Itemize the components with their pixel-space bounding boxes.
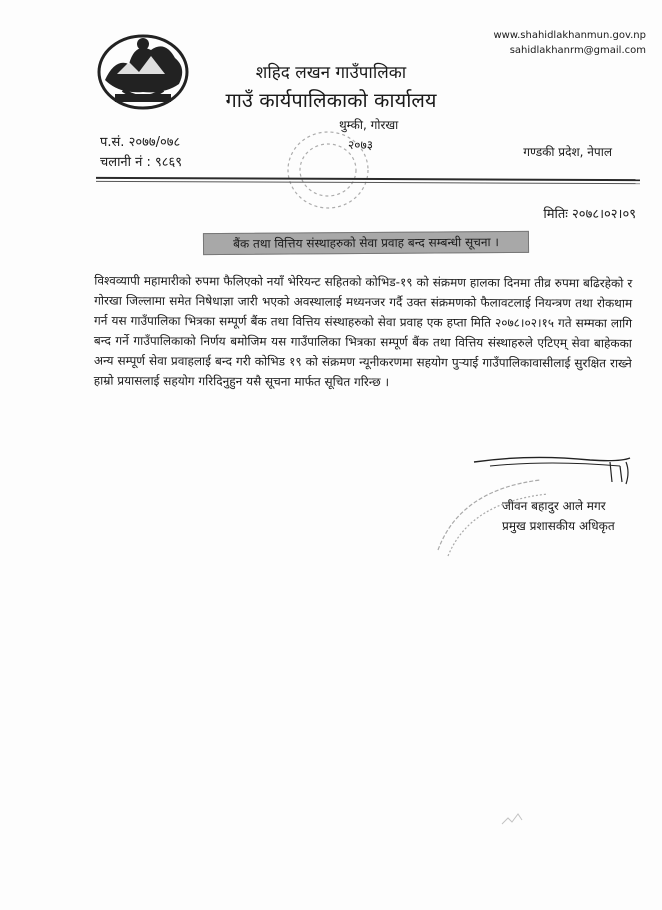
website-text: www.shahidlakhanmun.gov.np <box>493 30 646 41</box>
letter-date: मितिः २०७८।०२।०९ <box>543 207 636 222</box>
contact-info <box>493 28 646 58</box>
notice-body: विश्वव्यापी महामारीको रुपमा फैलिएको नयाँ भेरियन्ट सहितको कोभिड-१९ को संक्रमण हालका दिनमा तीव्र रुपमा बढिरहेको र गोरखा जिल्लामा समेत निषेधाज्ञा जारी भएको अवस्थालाई मध्यनजर गर्दै उक्त संक्रमणको फैलावटलाई नियन्त्रण तथा रोकथाम गर्न यस गाउँपालिका भित्रका सम्पूर्ण बैंक तथा वित्तिय संस्थाहरुको सेवा प्रवाह एक हप्ता मिति २०७८।०२।१५ गते सम्मका लागि बन्द गर्ने गाउँपालिकाको निर्णय बमोजिम यस गाउँपालिका भित्रका सम्पूर्ण बैंक तथा वित्तिय संस्थाहरुले एटिएम् सेवा बाहेकका अन्य सम्पूर्ण सेवा प्रवाहलाई बन्द गरी कोभिड १९ को संक्रमण न्यूनीकरणमा सहयोग पुऱ्याई गाउँपालिकावासीलाई सुरक्षित राख्ने हाम्रो प्रयासलाई सहयोग गरिदिनुहुन यसै सूचना मार्फत सूचित गरिन्छ । <box>93 273 633 390</box>
province-text: गण्डकी प्रदेश, नेपाल <box>523 145 612 159</box>
established-year: २०७३ <box>348 138 373 152</box>
office-location: थुम्की, गोरखा <box>339 118 399 132</box>
official-stamp-icon <box>430 470 570 562</box>
faint-stamp-icon <box>278 122 378 218</box>
scan-mark-icon <box>500 810 524 830</box>
org-name: शहिद लखन गाउँपालिका <box>255 63 407 83</box>
notice-title: बैंक तथा वित्तिय संस्थाहरुको सेवा प्रवाह बन्द सम्बन्धी सूचना । <box>203 231 529 255</box>
signatory-name: जीवन बहादुर आले मगर <box>502 499 606 513</box>
email-text: sahidlakhanrm@gmail.com <box>509 45 646 56</box>
signatory-designation: प्रमुख प्रशासकीय अधिकृत <box>502 519 615 533</box>
dispatch-number: चलानी नं : ९८६९ <box>100 155 183 170</box>
reference-number: प.सं. २०७७/०७८ <box>100 135 181 150</box>
office-name: गाउँ कार्यपालिकाको कार्यालय <box>225 88 437 112</box>
